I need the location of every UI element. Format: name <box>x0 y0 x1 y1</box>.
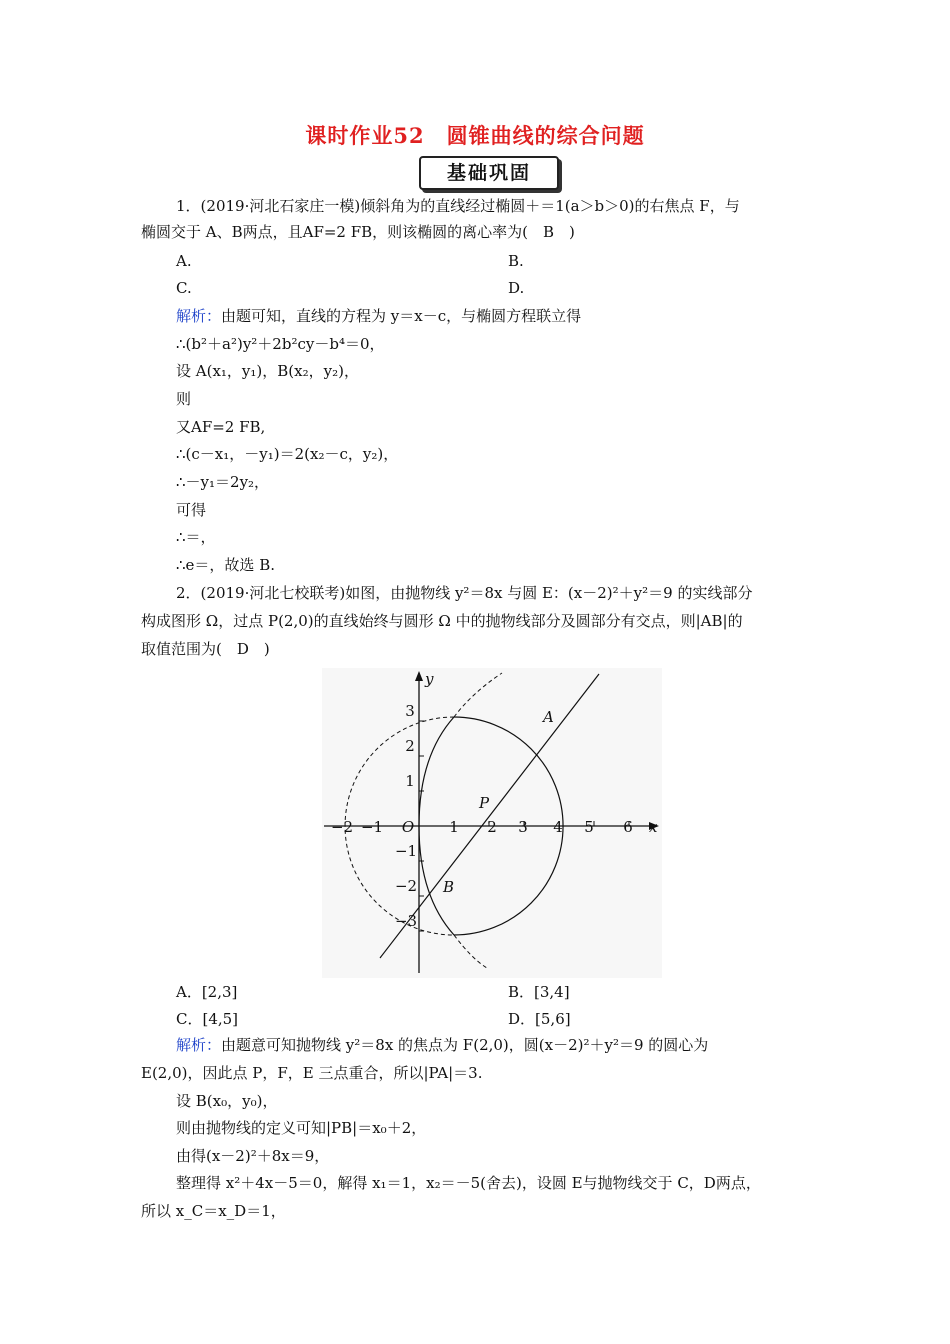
q2-solution-line3: 设 B(x₀，y₀)， <box>176 1092 278 1110</box>
q2-option-b: B．[3,4] <box>508 983 570 1001</box>
q2-line2: 构成图形 Ω，过点 P(2,0)的直线始终与圆形 Ω 中的抛物线部分及圆部分有交点，则|AB|的 <box>141 612 743 630</box>
q1-solution-line5: 又AF=2 FB, <box>176 418 266 436</box>
x-tick-label: 6 <box>623 818 633 836</box>
y-tick-label: 3 <box>405 702 415 720</box>
q2-solution-line1 <box>176 1035 708 1055</box>
q2-solution-line4: 则由抛物线的定义可知|PB|＝x₀＋2， <box>176 1119 427 1137</box>
q1-solution-line4: 则 <box>176 390 192 408</box>
q1-line1: 1．(2019·河北石家庄一模)倾斜角为的直线经过椭圆＋＝1(a＞b＞0)的右焦点 F，与 <box>176 197 740 215</box>
x-tick-label: 2 <box>487 818 497 836</box>
q2-line1: 2．(2019·河北七校联考)如图，由抛物线 y²＝8x 与圆 E：(x－2)²＋y²＝9 的实线部分 <box>176 584 753 602</box>
x-tick-label: 4 <box>553 818 563 836</box>
q2-solution-line7: 所以 x_C＝x_D＝1， <box>141 1202 286 1220</box>
q2-option-c: C．[4,5] <box>176 1010 239 1028</box>
point-a-label: A <box>543 708 554 726</box>
y-tick-label: −1 <box>394 842 418 860</box>
q2-solution-line2: E(2,0)，因此点 P，F，E 三点重合，所以|PA|＝3. <box>141 1064 483 1082</box>
q1-option-b: B. <box>508 252 524 270</box>
y-tick-label: −3 <box>394 912 418 930</box>
x-tick-label: 5 <box>584 818 594 836</box>
q1-option-a: A. <box>176 252 192 270</box>
q2-option-d: D．[5,6] <box>508 1010 571 1028</box>
q2-solution-line6: 整理得 x²＋4x－5＝0，解得 x₁＝1，x₂＝－5(舍去)，设圆 E与抛物线交于 C，D两点， <box>176 1174 761 1192</box>
q1-solution-line6: ∴(c－x₁，－y₁)＝2(x₂－c，y₂)， <box>176 445 399 463</box>
q1-solution-line7: ∴－y₁＝2y₂， <box>176 473 270 491</box>
q2-solution-label: 解析： <box>176 1036 222 1054</box>
x-tick-label: −1 <box>360 818 384 836</box>
page-title: 课时作业52 圆锥曲线的综合问题 <box>305 123 645 148</box>
q1-solution-text: 由题可知，直线的方程为 y＝x－c，与椭圆方程联立得 <box>221 307 582 325</box>
y-axis-label: y <box>425 670 434 688</box>
x-axis-label: x <box>649 818 658 836</box>
q1-option-c: C. <box>176 279 192 297</box>
y-tick-label: 1 <box>405 772 415 790</box>
y-tick-label: 2 <box>405 737 415 755</box>
q1-solution-line9: ∴＝， <box>176 528 216 546</box>
q2-option-a: A．[2,3] <box>176 983 238 1001</box>
x-tick-label: 1 <box>449 818 459 836</box>
x-tick-label: −2 <box>330 818 354 836</box>
q1-solution-line3: 设 A(x₁，y₁)，B(x₂，y₂)， <box>176 362 359 380</box>
q1-solution-line2: ∴(b²＋a²)y²＋2b²cy－b⁴＝0， <box>176 335 385 353</box>
q2-line3: 取值范围为( D ) <box>141 640 270 658</box>
origin-label: O <box>401 818 415 836</box>
q1-solution-label: 解析： <box>176 307 222 325</box>
point-p-label: P <box>479 794 490 812</box>
q1-solution-line10: ∴e＝，故选 B. <box>176 556 275 574</box>
section-banner: 基础巩固 <box>419 156 559 190</box>
y-tick-label: −2 <box>394 877 418 895</box>
x-tick-label: 3 <box>518 818 528 836</box>
q1-solution-line8: 可得 <box>176 501 207 519</box>
q2-solution-line5: 由得(x－2)²＋8x＝9， <box>176 1147 330 1165</box>
q1-solution-line1 <box>176 306 581 326</box>
point-b-label: B <box>443 878 455 896</box>
coordinate-figure <box>322 668 662 978</box>
q2-solution-text: 由题意可知抛物线 y²＝8x 的焦点为 F(2,0)，圆(x－2)²＋y²＝9 的圆心为 <box>221 1036 709 1054</box>
q1-option-d: D. <box>508 279 525 297</box>
q1-line2: 椭圆交于 A、B两点，且AF=2 FB，则该椭圆的离心率为( B ) <box>141 223 575 241</box>
